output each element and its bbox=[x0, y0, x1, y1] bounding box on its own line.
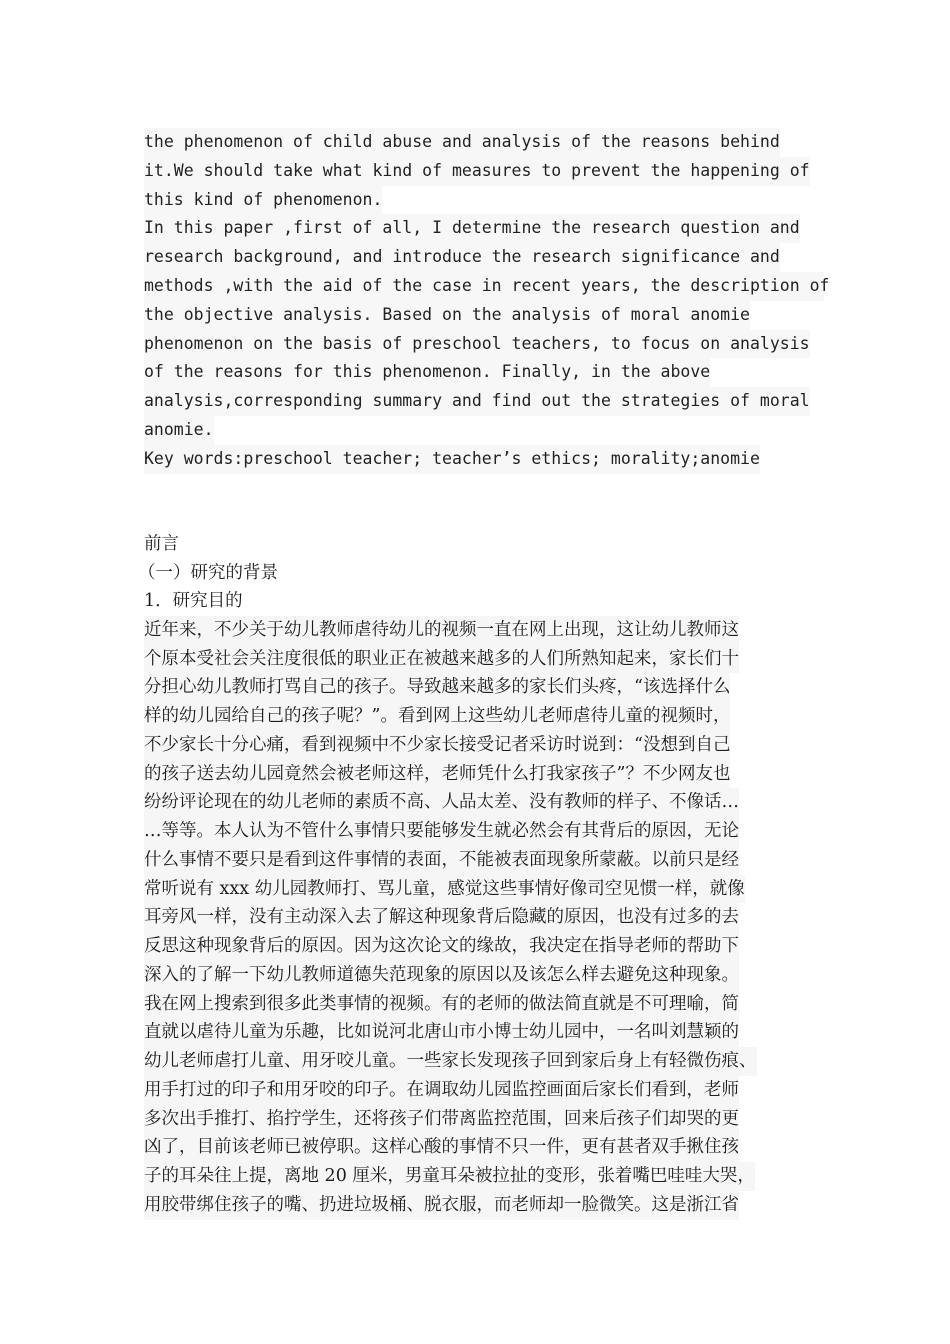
body-line: 不少家长十分心痛，看到视频中不少家长接受记者采访时说到：“没想到自己 bbox=[144, 731, 730, 760]
body-line: 常听说有 xxx 幼儿园教师打、骂儿童，感觉这些事情好像司空见惯一样，就像 bbox=[144, 875, 745, 904]
abstract-line: analysis,corresponding summary and find out the strategies of moral bbox=[144, 387, 810, 416]
abstract-line: of the reasons for this phenomenon. Finally, in the above bbox=[144, 358, 710, 387]
abstract-line: anomie. bbox=[144, 416, 214, 445]
body-line: 直就以虐待儿童为乐趣，比如说河北唐山市小博士幼儿园中，一名叫刘慧颖的 bbox=[144, 1018, 739, 1047]
body-line: 的孩子送去幼儿园竟然会被老师这样，老师凭什么打我家孩子”？不少网友也 bbox=[144, 760, 730, 789]
body-line: …等等。本人认为不管什么事情只要能够发生就必然会有其背后的原因，无论 bbox=[144, 817, 739, 846]
body-line: 子的耳朵往上提，离地 20 厘米，男童耳朵被拉扯的变形，张着嘴巴哇哇大哭， bbox=[144, 1162, 755, 1191]
abstract-line: phenomenon on the basis of preschool teachers, to focus on analysis bbox=[144, 330, 810, 359]
body-line: 深入的了解一下幼儿教师道德失范现象的原因以及该怎么样去避免这种现象。 bbox=[144, 961, 739, 990]
abstract-line: the phenomenon of child abuse and analysis of the reasons behind bbox=[144, 128, 780, 157]
body-line: 凶了，目前该老师已被停职。这样心酸的事情不只一件，更有甚者双手揪住孩 bbox=[144, 1133, 739, 1162]
keywords-line: Key words:preschool teacher; teacher’s ethics; morality;anomie bbox=[144, 445, 760, 474]
abstract-line: methods ,with the aid of the case in recent years, the description of bbox=[144, 272, 824, 301]
body-line: 幼儿老师虐打儿童、用牙咬儿童。一些家长发现孩子回到家后身上有轻微伤痕、 bbox=[144, 1047, 757, 1076]
body-line: 用手打过的印子和用牙咬的印子。在调取幼儿园监控画面后家长们看到，老师 bbox=[144, 1076, 739, 1105]
abstract-line: In this paper ,first of all, I determine the research question and bbox=[144, 214, 800, 243]
body-line: 纷纷评论现在的幼儿老师的素质不高、人品太差、没有教师的样子、不像话… bbox=[144, 788, 739, 817]
body-line: 分担心幼儿教师打骂自己的孩子。导致越来越多的家长们头疼，“该选择什么 bbox=[144, 673, 730, 702]
body-line: 个原本受社会关注度很低的职业正在被越来越多的人们所熟知起来，家长们十 bbox=[144, 645, 739, 674]
body-line: 样的幼儿园给自己的孩子呢？”。看到网上这些幼儿老师虐待儿童的视频时， bbox=[144, 702, 730, 731]
body-line: 用胶带绑住孩子的嘴、扔进垃圾桶、脱衣服，而老师却一脸微笑。这是浙江省 bbox=[144, 1191, 739, 1220]
subsection-title: 1．研究目的 bbox=[144, 591, 243, 612]
chinese-section bbox=[138, 530, 824, 1220]
body-line: 什么事情不要只是看到这件事情的表面，不能被表面现象所蒙蔽。以前只是经 bbox=[144, 846, 739, 875]
body-line: 近年来，不少关于幼儿教师虐待幼儿的视频一直在网上出现，这让幼儿教师这 bbox=[144, 616, 739, 645]
body-line: 我在网上搜索到很多此类事情的视频。有的老师的做法简直就是不可理喻，简 bbox=[144, 990, 739, 1019]
body-line: 耳旁风一样，没有主动深入去了解这种现象背后隐藏的原因，也没有过多的去 bbox=[144, 903, 739, 932]
abstract-line: the objective analysis. Based on the analysis of moral anomie bbox=[144, 301, 750, 330]
abstract-line: this kind of phenomenon. bbox=[144, 186, 382, 215]
body-line: 反思这种现象背后的原因。因为这次论文的缘故，我决定在指导老师的帮助下 bbox=[144, 932, 739, 961]
preface-title: 前言 bbox=[144, 534, 179, 554]
abstract-line: research background, and introduce the research significance and bbox=[144, 243, 780, 272]
english-abstract bbox=[144, 128, 830, 474]
body-line: 多次出手推打、掐拧学生，还将孩子们带离监控范围，回来后孩子们却哭的更 bbox=[144, 1105, 739, 1134]
abstract-line: it.We should take what kind of measures to prevent the happening of bbox=[144, 157, 810, 186]
section-title: （一）研究的背景 bbox=[138, 562, 278, 583]
